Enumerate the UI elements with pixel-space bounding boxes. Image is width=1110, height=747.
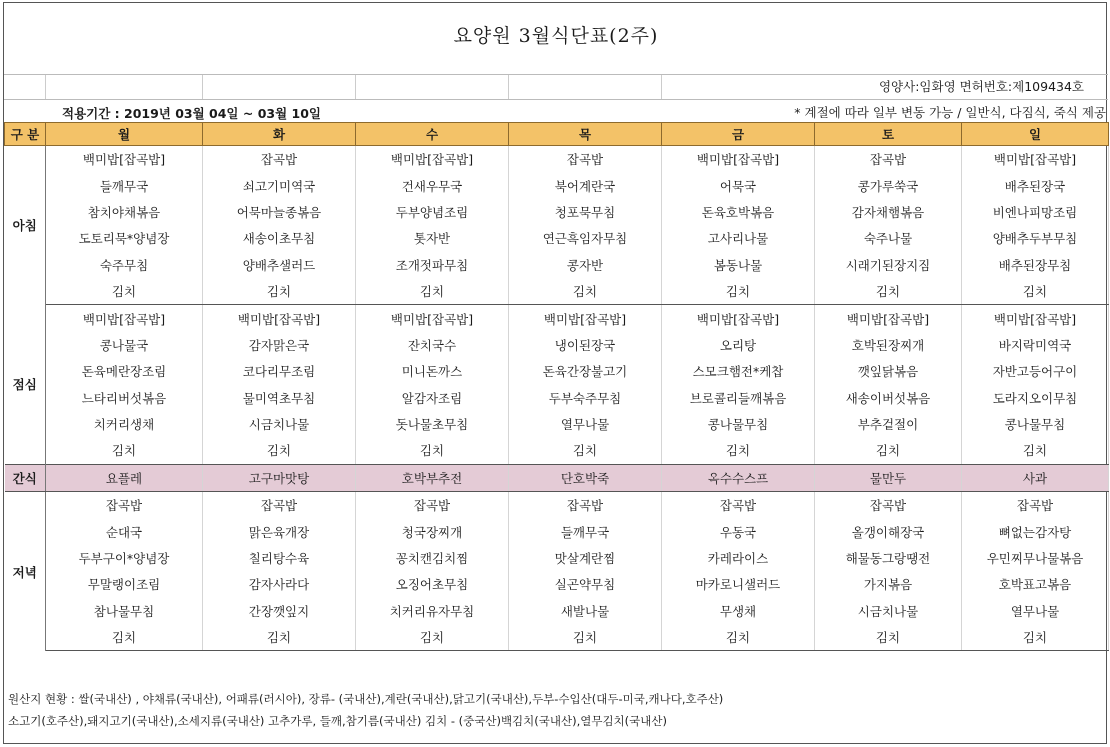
- snack-dish: 단호박죽: [509, 464, 662, 491]
- dinner-dish: 칠리탕수육: [203, 545, 356, 571]
- dinner-row: [5, 545, 1109, 571]
- lunch-dish: 브로콜리들깨볶음: [662, 385, 815, 411]
- lunch-dish: 깻잎닭볶음: [815, 358, 962, 384]
- breakfast-dish: 김치: [662, 278, 815, 305]
- breakfast-dish: 콩자반: [509, 252, 662, 278]
- breakfast-dish: 청포묵무침: [509, 199, 662, 225]
- dinner-row: [5, 492, 1109, 519]
- breakfast-dish: 어묵국: [662, 172, 815, 198]
- breakfast-dish: 돈육호박볶음: [662, 199, 815, 225]
- dinner-dish: 시금치나물: [815, 598, 962, 624]
- lunch-dish: 백미밥[잡곡밥]: [356, 305, 509, 332]
- dinner-dish: 호박표고볶음: [962, 571, 1109, 597]
- breakfast-dish: 두부양념조림: [356, 199, 509, 225]
- grid-line: [355, 75, 356, 100]
- breakfast-dish: 백미밥[잡곡밥]: [356, 146, 509, 173]
- dinner-dish: 김치: [46, 624, 203, 651]
- breakfast-dish: 김치: [46, 278, 203, 305]
- lunch-row: [5, 305, 1109, 332]
- day-header-sat: 토: [815, 123, 962, 146]
- application-period: 적용기간 : 2019년 03월 04일 ~ 03월 10일: [62, 106, 321, 121]
- lunch-row: [5, 358, 1109, 384]
- lunch-dish: 열무나물: [509, 411, 662, 437]
- breakfast-dish: 백미밥[잡곡밥]: [962, 146, 1109, 173]
- breakfast-dish: 숙주무침: [46, 252, 203, 278]
- dinner-dish: 잡곡밥: [203, 492, 356, 519]
- lunch-label: 점심: [5, 305, 46, 464]
- origin-line-1: 원산지 현황 : 쌀(국내산) , 야채류(국내산), 어패류(러시아), 장류- (국내산),계란(국내산),닭고기(국내산),두부-수입산(대두-미국,캐나다,호주산): [8, 692, 724, 706]
- breakfast-row: [5, 225, 1109, 251]
- lunch-dish: 호박된장찌개: [815, 332, 962, 358]
- dinner-dish: 무말랭이조림: [46, 571, 203, 597]
- dinner-dish: 우민찌무나물볶음: [962, 545, 1109, 571]
- breakfast-dish: 백미밥[잡곡밥]: [662, 146, 815, 173]
- dinner-dish: 열무나물: [962, 598, 1109, 624]
- breakfast-dish: 김치: [962, 278, 1109, 305]
- day-header-mon: 월: [46, 123, 203, 146]
- lunch-dish: 새송이버섯볶음: [815, 385, 962, 411]
- grid-line: [45, 75, 46, 100]
- breakfast-dish: 톳자반: [356, 225, 509, 251]
- lunch-dish: 느타리버섯볶음: [46, 385, 203, 411]
- breakfast-dish: 도토리묵*양념장: [46, 225, 203, 251]
- lunch-dish: 도라지오이무침: [962, 385, 1109, 411]
- dinner-dish: 잡곡밥: [962, 492, 1109, 519]
- breakfast-row: [5, 252, 1109, 278]
- lunch-dish: 시금치나물: [203, 411, 356, 437]
- lunch-dish: 돗나물초무침: [356, 411, 509, 437]
- breakfast-dish: 시래기된장지짐: [815, 252, 962, 278]
- dinner-dish: 잡곡밥: [509, 492, 662, 519]
- lunch-dish: 김치: [662, 437, 815, 464]
- lunch-dish: 백미밥[잡곡밥]: [203, 305, 356, 332]
- breakfast-row: [5, 199, 1109, 225]
- grid-line: [661, 75, 662, 100]
- dinner-dish: 김치: [509, 624, 662, 651]
- meal-table-body: [5, 146, 1109, 651]
- snack-dish: 고구마맛탕: [203, 464, 356, 491]
- dinner-dish: 맛살계란찜: [509, 545, 662, 571]
- breakfast-dish: 연근흑임자무침: [509, 225, 662, 251]
- lunch-dish: 알감자조림: [356, 385, 509, 411]
- dinner-dish: 김치: [815, 624, 962, 651]
- breakfast-dish: 봄동나물: [662, 252, 815, 278]
- lunch-dish: 코다리무조림: [203, 358, 356, 384]
- lunch-dish: 치커리생채: [46, 411, 203, 437]
- dinner-dish: 김치: [356, 624, 509, 651]
- dinner-dish: 잡곡밥: [356, 492, 509, 519]
- grid-line: [202, 75, 203, 100]
- breakfast-dish: 잡곡밥: [203, 146, 356, 173]
- lunch-dish: 돈육메란장조림: [46, 358, 203, 384]
- breakfast-dish: 참치야채볶음: [46, 199, 203, 225]
- breakfast-dish: 조개젓파무침: [356, 252, 509, 278]
- breakfast-row: [5, 278, 1109, 305]
- breakfast-row: [5, 172, 1109, 198]
- dinner-label: 저녁: [5, 492, 46, 651]
- dinner-dish: 치커리유자무침: [356, 598, 509, 624]
- snack-dish: 요플레: [46, 464, 203, 491]
- lunch-dish: 김치: [815, 437, 962, 464]
- day-header-tue: 화: [203, 123, 356, 146]
- dinner-dish: 맑은육개장: [203, 518, 356, 544]
- menu-sheet: [3, 2, 1107, 744]
- snack-dish: 옥수수스프: [662, 464, 815, 491]
- day-header-wed: 수: [356, 123, 509, 146]
- origin-line-2: 소고기(호주산),돼지고기(국내산),소세지류(국내산) 고추가루, 들깨,참기름(국내산) 김치 - (중국산)백김치(국내산),열무김치(국내산): [8, 714, 667, 728]
- dinner-dish: 무생채: [662, 598, 815, 624]
- dinner-dish: 카레라이스: [662, 545, 815, 571]
- breakfast-dish: 비엔나피망조림: [962, 199, 1109, 225]
- breakfast-dish: 배추된장국: [962, 172, 1109, 198]
- dinner-dish: 김치: [203, 624, 356, 651]
- dinner-row: [5, 518, 1109, 544]
- day-header-fri: 금: [662, 123, 815, 146]
- breakfast-dish: 김치: [356, 278, 509, 305]
- breakfast-dish: 김치: [509, 278, 662, 305]
- snack-row: [5, 464, 1109, 491]
- dinner-dish: 실곤약무침: [509, 571, 662, 597]
- breakfast-dish: 양배추두부무침: [962, 225, 1109, 251]
- page-title: 요양원 3월식단표(2주): [453, 25, 659, 47]
- breakfast-row: [5, 146, 1109, 173]
- dinner-row: [5, 571, 1109, 597]
- lunch-dish: 스모크햄전*케찹: [662, 358, 815, 384]
- lunch-row: [5, 437, 1109, 464]
- dinner-dish: 청국장찌개: [356, 518, 509, 544]
- meal-table: [4, 122, 1109, 651]
- breakfast-dish: 북어계란국: [509, 172, 662, 198]
- lunch-dish: 감자맑은국: [203, 332, 356, 358]
- breakfast-dish: 잡곡밥: [815, 146, 962, 173]
- dinner-dish: 뼈없는감자탕: [962, 518, 1109, 544]
- dinner-dish: 김치: [962, 624, 1109, 651]
- lunch-dish: 백미밥[잡곡밥]: [662, 305, 815, 332]
- breakfast-dish: 쇠고기미역국: [203, 172, 356, 198]
- dinner-dish: 잡곡밥: [815, 492, 962, 519]
- dinner-dish: 참나물무침: [46, 598, 203, 624]
- lunch-dish: 부추겉절이: [815, 411, 962, 437]
- snack-dish: 호박부추전: [356, 464, 509, 491]
- dinner-dish: 우동국: [662, 518, 815, 544]
- dinner-row: [5, 598, 1109, 624]
- lunch-dish: 돈육간장불고기: [509, 358, 662, 384]
- day-header-row: [5, 123, 1109, 146]
- lunch-dish: 잔치국수: [356, 332, 509, 358]
- day-header-sun: 일: [962, 123, 1109, 146]
- lunch-dish: 백미밥[잡곡밥]: [962, 305, 1109, 332]
- lunch-dish: 물미역초무침: [203, 385, 356, 411]
- dinner-dish: 김치: [662, 624, 815, 651]
- breakfast-dish: 백미밥[잡곡밥]: [46, 146, 203, 173]
- lunch-dish: 백미밥[잡곡밥]: [509, 305, 662, 332]
- dietitian-info: 영양사:임화영 면허번호:제109434호: [878, 79, 1084, 94]
- lunch-dish: 김치: [356, 437, 509, 464]
- lunch-row: [5, 411, 1109, 437]
- dinner-dish: 해물동그랑땡전: [815, 545, 962, 571]
- dinner-dish: 잡곡밥: [46, 492, 203, 519]
- dinner-dish: 간장깻잎지: [203, 598, 356, 624]
- breakfast-dish: 숙주나물: [815, 225, 962, 251]
- breakfast-dish: 배추된장무침: [962, 252, 1109, 278]
- lunch-row: [5, 332, 1109, 358]
- header-label: 구 분: [5, 123, 46, 146]
- lunch-dish: 김치: [962, 437, 1109, 464]
- lunch-dish: 김치: [203, 437, 356, 464]
- lunch-dish: 백미밥[잡곡밥]: [815, 305, 962, 332]
- dinner-dish: 잡곡밥: [662, 492, 815, 519]
- snack-dish: 사과: [962, 464, 1109, 491]
- snack-label: 간식: [5, 464, 46, 491]
- lunch-dish: 오리탕: [662, 332, 815, 358]
- breakfast-dish: 감자채햄볶음: [815, 199, 962, 225]
- breakfast-dish: 고사리나물: [662, 225, 815, 251]
- lunch-dish: 콩나물무침: [662, 411, 815, 437]
- lunch-dish: 콩나물무침: [962, 411, 1109, 437]
- breakfast-dish: 어묵마늘종볶음: [203, 199, 356, 225]
- lunch-dish: 냉이된장국: [509, 332, 662, 358]
- lunch-dish: 두부숙주무침: [509, 385, 662, 411]
- dinner-row: [5, 624, 1109, 651]
- breakfast-dish: 들깨무국: [46, 172, 203, 198]
- dinner-dish: 감자사라다: [203, 571, 356, 597]
- lunch-dish: 콩나물국: [46, 332, 203, 358]
- dinner-dish: 순대국: [46, 518, 203, 544]
- lunch-dish: 미니돈까스: [356, 358, 509, 384]
- dinner-dish: 올갱이해장국: [815, 518, 962, 544]
- menu-notice: * 계절에 따라 일부 변동 가능 / 일반식, 다짐식, 죽식 제공: [794, 105, 1106, 120]
- dinner-dish: 새발나물: [509, 598, 662, 624]
- dinner-dish: 들깨무국: [509, 518, 662, 544]
- snack-dish: 물만두: [815, 464, 962, 491]
- breakfast-dish: 김치: [203, 278, 356, 305]
- breakfast-dish: 콩가루쑥국: [815, 172, 962, 198]
- breakfast-label: 아침: [5, 146, 46, 305]
- grid-line: [508, 75, 509, 100]
- lunch-dish: 백미밥[잡곡밥]: [46, 305, 203, 332]
- dinner-dish: 오징어초무침: [356, 571, 509, 597]
- breakfast-dish: 김치: [815, 278, 962, 305]
- dinner-dish: 가지볶음: [815, 571, 962, 597]
- dinner-dish: 마카로니샐러드: [662, 571, 815, 597]
- lunch-dish: 김치: [46, 437, 203, 464]
- lunch-dish: 바지락미역국: [962, 332, 1109, 358]
- lunch-row: [5, 385, 1109, 411]
- dinner-dish: 꽁치캔김치찜: [356, 545, 509, 571]
- dinner-dish: 두부구이*양념장: [46, 545, 203, 571]
- day-header-thu: 목: [509, 123, 662, 146]
- breakfast-dish: 새송이초무침: [203, 225, 356, 251]
- breakfast-dish: 양배추샐러드: [203, 252, 356, 278]
- breakfast-dish: 잡곡밥: [509, 146, 662, 173]
- breakfast-dish: 건새우무국: [356, 172, 509, 198]
- lunch-dish: 자반고등어구이: [962, 358, 1109, 384]
- lunch-dish: 김치: [509, 437, 662, 464]
